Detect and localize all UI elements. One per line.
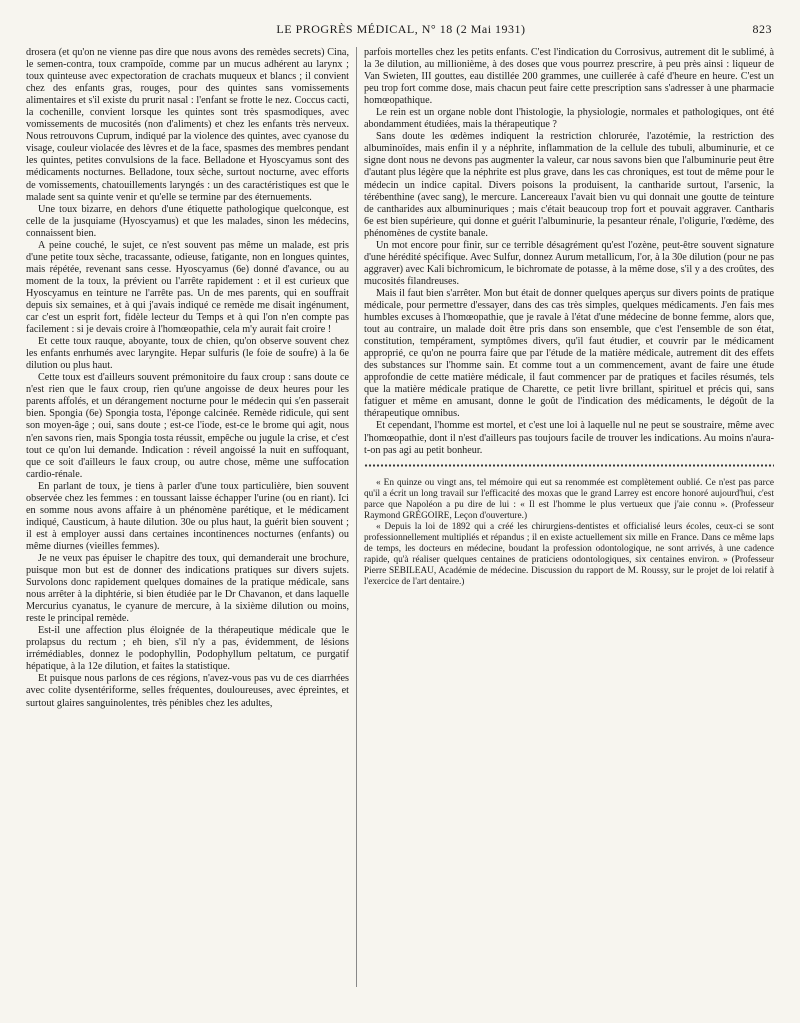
- dotted-separator: [364, 463, 774, 468]
- paragraph: parfois mortelles chez les petits enfants. C'est l'indication du Corrosivus, autrement dit le sublimé, à la 3e dilution, au millionième, à des doses que vous pourrez prescrire, à peu près ainsi : liqueur de Van Swieten, III gouttes, eau distillée 200 grammes, une cuillerée à café d'heure en heure. C'est un peu trop fort comme dose, mais chacun peut faire cette prescription sans s'adresser à une pharmacie homœopathique.: [364, 47, 774, 107]
- paragraph: drosera (et qu'on ne vienne pas dire que nous avons des remèdes secrets) Cina, le semen-contra, toux crampoïde, comme par un mucus adhérent au larynx ; toux quinteuse avec expectoration de crachats muqueux et blancs ; il convient chez des enfants gras, rouges, pour des quintes sans vomissements alimentaires et s'il existe du prurit nasal : l'enfant se frotte le nez. Coccus cacti, la cochenille, convient lorsque les quintes sont très spasmodiques, avec vomissements de mucosités (non d'aliments) et chez les enfants très nerveux. Nous retrouvons Cuprum, indiqué par la violence des quintes, avec cyanose du visage, couleur violacée des lèvres et de la face, spasmes des membres pendant les quintes, petites convulsions de la face. Belladone et Hyoscyamus sont des médicaments nocturnes. Belladone, toux sèche, surtout nocturne, avec efforts de vomissements, chatouillements laryngés : un des caractéristiques est que le malade sent sa quinte venir et qu'elle se termine par des éternuements.: [26, 47, 349, 203]
- right-column: [364, 47, 774, 588]
- paragraph: Cette toux est d'ailleurs souvent prémonitoire du faux croup : sans doute ce n'est rien que le faux croup, rien qu'une angoisse de deux heures pour les parents affolés, et un dérangement nocturne pour le médecin qui s'en passerait bien. Spongia (6e) Spongia tosta, l'éponge calcinée. Remède ridicule, qui sent son moyen-âge ; oui, sans doute ; est-ce l'iode, est-ce le brome qui agit, nous n'en savons rien, mais Spongia tosta réussit, empêche ou jugule la crise, et c'est tout ce qu'on lui demande. Indication : réveil angoissé la nuit en suffoquant, que ce soit d'ailleurs le faux croup, ou autre chose, même une suffocation cardio-rénale.: [26, 372, 349, 480]
- paragraph: Et puisque nous parlons de ces régions, n'avez-vous pas vu de ces diarrhées avec colite dysentériforme, selles fréquentes, douloureuses, avec épreintes, et surtout glaires sanguinolentes, très pénibles chez les adultes,: [26, 673, 349, 709]
- column-divider: [356, 47, 357, 987]
- paragraph: Et cette toux rauque, aboyante, toux de chien, qu'on observe souvent chez les enfants enrhumés avec laryngite. Hepar sulfuris (le foie de soufre) à la 6e dilution ou plus haut.: [26, 336, 349, 372]
- left-column: [26, 47, 349, 710]
- paragraph: Le rein est un organe noble dont l'histologie, la physiologie, normales et pathologiques, ont été abondamment étudiées, mais la thérapeutique ?: [364, 107, 774, 131]
- quote-gregoire: « En quinze ou vingt ans, tel mémoire qui eut sa renommée est complètement oublié. Ce n'est pas parce qu'il a écrit un long travail sur l'efficacité des moxas que le grand Larrey est encore honoré aujourd'hui, c'est parce que Napoléon a pu dire de lui : « Il est l'homme le plus vertueux que j'aie connu ». (Professeur Raymond GRÉGOIRE, Leçon d'ouverture.): [364, 477, 774, 521]
- paragraph: Un mot encore pour finir, sur ce terrible désagrément qu'est l'ozène, peut-être souvent signature d'une hérédité spécifique. Avec Sulfur, donnez Aurum metallicum, l'or, à la 30e dilution (pour ne pas aggraver) avec Kali bichromicum, le bichromate de potasse, à la même dose, s'il y a des croûtes, des mucosités filandreuses.: [364, 239, 774, 287]
- journal-title: LE PROGRÈS MÉDICAL, N° 18 (2 Mai 1931): [276, 22, 526, 36]
- running-header: [30, 22, 772, 40]
- paragraph: Je ne veux pas épuiser le chapitre des toux, qui demanderait une brochure, puisque mon but est de donner des indications pratiques sur divers sujets. Survolons donc rapidement quelques domaines de la pratique médicale, sans nous arrêter à la diphtérie, si bien étudiée par le Dr Chavanon, et dans laquelle Mercurius cyanatus, le cyanure de mercure, à la sixième dilution ou moins, reste le principal remède.: [26, 552, 349, 625]
- paragraph: Est-il une affection plus éloignée de la thérapeutique médicale que le prolapsus du rectum ; eh bien, s'il n'y a pas, évidemment, de lésions irrémédiables, donnez le podophyllin, Podophyllum peltatum, ce purgatif hépatique, à la 12e dilution, et faites la statistique.: [26, 625, 349, 673]
- paragraph: Sans doute les œdèmes indiquent la restriction chlorurée, l'azotémie, la restriction des albuminoïdes, mais enfin il y a néphrite, inflammation de la cellule des tubuli, albuminurie, et ce signe dont nous ne devons pas augmenter la valeur, car nous savons bien que l'albuminurie peut être d'autant plus légère que la néphrite est plus grave, dans les cas chroniques, est tout de même pour le médecin un indice capital. Divers poisons la produisent, la cantharide surtout, l'arsenic, la térébenthine (avec sang), le mercure. Lancereaux l'avait bien vu qui donnait une goutte de teinture de cantharides aux albuminuriques ; mais c'était beaucoup trop fort et pouvait aggraver. Cantharis 6e est bien supérieure, qui donne et guérit l'albuminurie, la pesanteur rénale, l'oligurie, l'œdème, des phénomènes de cystite banale.: [364, 131, 774, 239]
- paragraph: A peine couché, le sujet, ce n'est souvent pas même un malade, est pris d'une petite toux sèche, tracassante, odieuse, fatigante, non en longues quintes, mais répétée, revenant sans cesse. Hyoscyamus (6e) donné d'avance, ou au moment de la toux, la prévient ou l'arrête rapidement : et il est curieux que Hyoscyamus en teinture ne l'arrête pas. Un de mes parents, qui en souffrait depuis six semaines, et à qui j'avais indiqué ce remède me disait ingénument, car c'est un esprit fort, fidèle lecteur du Temps et à qui l'on n'en compte pas facilement : si je devais croire à l'homœopathie, cela m'y aurait fait croire !: [26, 239, 349, 336]
- paragraph: Et cependant, l'homme est mortel, et c'est une loi à laquelle nul ne peut se soustraire, même avec l'homœopathie, dont il n'est d'ailleurs pas toujours facile de trouver les indications. Au moins n'aura-t-on pas agi au petit bonheur.: [364, 420, 774, 456]
- paragraph: En parlant de toux, je tiens à parler d'une toux particulière, bien souvent observée chez les femmes : en toussant laisse échapper l'urine (ou en riant). Ici en somme nous avons affaire à un phénomène parétique, et le médicament indiqué, Causticum, à haute dilution. 30e ou plus haut, la guérit bien souvent ; il est à employer aussi dans certaines incontinences nocturnes (enfants) ou même diurnes (vieilles femmes).: [26, 480, 349, 552]
- quote-sebileau: « Depuis la loi de 1892 qui a créé les chirurgiens-dentistes et officialisé leurs écoles, ceux-ci se sont professionnellement multipliés et répandus ; il en existe actuellement six mille en France. Dans ce même laps de temps, les docteurs en médecine, boudant la profession odontologique, ne sont arrivés, à une cadence rapide, qu'à réaliser quelques centaines de praticiens odontologiques, six centaines environ. » (Professeur Pierre SEBILEAU, Académie de médecine. Discussion du rapport de M. Roussy, sur le projet de loi relatif à l'exercice de l'art dentaire.): [364, 521, 774, 587]
- page-number: 823: [752, 22, 772, 36]
- paragraph: Mais il faut bien s'arrêter. Mon but était de donner quelques aperçus sur divers points de pratique médicale, pour permettre d'essayer, dans des cas très simples, quelques médicaments. J'en fais mes humbles excuses à l'homœopathie, que je ravale à l'état d'une médecine de bonne femme, alors que, tout au contraire, un malade doit être pris dans son ensemble, que c'est l'ensemble de son état, constitution, tempérament, symptômes divers, qu'il faut étudier, et couvrir par le médicament approprié, ce qu'on ne pourra faire que par l'étude de la matière médicale, autrement dit des effets des substances sur l'homme sain. Et comme tout a un commencement, avant de faire une étude approfondie de cette matière médicale, il faut commencer par de pratiques et faciles résumés, tels que la matière médicale pratique de Charette, ce petit livre brillant, spirituel et précis qui, sans fatiguer et même en amusant, donne le goût de l'indication des médicaments, le dégoût de la thérapeutique omnibus.: [364, 287, 774, 420]
- paragraph: Une toux bizarre, en dehors d'une étiquette pathologique quelconque, est celle de la jusquiame (Hyoscyamus) et que les malades, sinon les médecins, connaissent bien.: [26, 203, 349, 239]
